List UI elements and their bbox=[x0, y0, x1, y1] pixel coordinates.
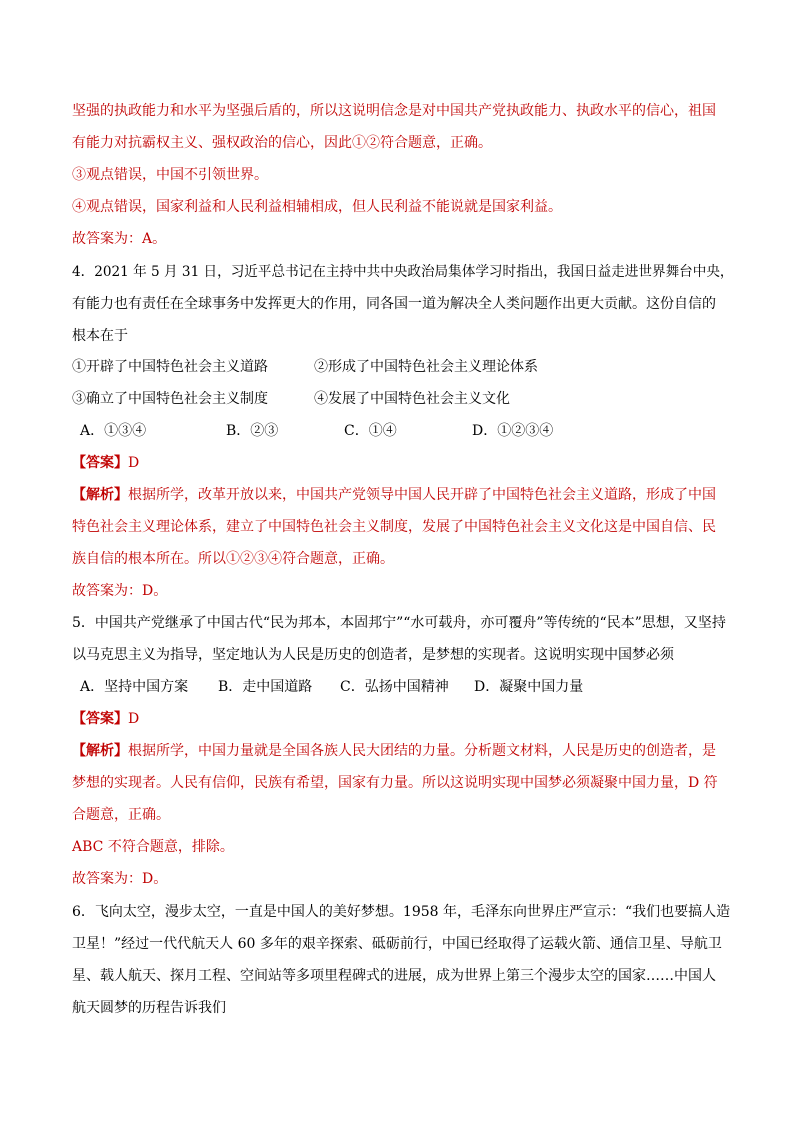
q5-analysis-label: 【解析】 bbox=[72, 743, 128, 759]
q4-option-c: C．①④ bbox=[344, 423, 397, 439]
q6-stem-line-2: 卫星！”经过一代代航天人 60 多年的艰辛探索、砥砺前行，中国已经取得了运载火箭、通信卫星、导航卫 bbox=[72, 936, 722, 952]
q5-option-c: C．弘扬中国精神 bbox=[340, 679, 449, 695]
prev-explanation-line-3: ③观点错误，中国不引领世界。 bbox=[72, 167, 268, 183]
q4-conclusion: 故答案为：D。 bbox=[72, 583, 168, 599]
q4-analysis-label: 【解析】 bbox=[72, 487, 128, 503]
q4-analysis-line-2: 特色社会主义理论体系，建立了中国特色社会主义制度，发展了中国特色社会主义文化这是中国自信、民 bbox=[72, 519, 716, 535]
q4-option-b: B．②③ bbox=[226, 423, 279, 439]
q4-analysis-text-1: 根据所学，改革开放以来，中国共产党领导中国人民开辟了中国特色社会主义道路，形成了中国 bbox=[128, 487, 716, 503]
q6-stem-line-4: 航天圆梦的历程告诉我们 bbox=[72, 1000, 226, 1016]
q5-analysis-line-4: ABC 不符合题意，排除。 bbox=[72, 839, 234, 855]
q5-option-a: A．坚持中国方案 bbox=[80, 679, 189, 695]
prev-explanation-line-1: 坚强的执政能力和水平为坚强后盾的，所以这说明信念是对中国共产党执政能力、执政水平的信心，祖国 bbox=[72, 103, 716, 119]
q5-option-d: D．凝聚中国力量 bbox=[474, 679, 584, 695]
q5-analysis-line-2: 梦想的实现者。人民有信仰，民族有希望，国家有力量。所以这说明实现中国梦必须凝聚中国力量，D 符 bbox=[72, 775, 718, 791]
q6-stem-line-1: 6．飞向太空，漫步太空，一直是中国人的美好梦想。1958 年，毛泽东向世界庄严宣示：“我们也要搞人造 bbox=[72, 904, 731, 920]
q4-analysis-line-1 bbox=[72, 485, 716, 505]
q5-conclusion: 故答案为：D。 bbox=[72, 871, 168, 887]
q5-analysis-text-1: 根据所学，中国力量就是全国各族人民大团结的力量。分析题文材料，人民是历史的创造者，是 bbox=[128, 743, 716, 759]
q4-analysis-line-3: 族自信的根本所在。所以①②③④符合题意，正确。 bbox=[72, 551, 394, 567]
q4-item-2: ②形成了中国特色社会主义理论体系 bbox=[314, 359, 538, 375]
q4-stem-line-2: 有能力也有责任在全球事务中发挥更大的作用，同各国一道为解决全人类问题作出更大贡献。这份自信的 bbox=[72, 296, 716, 312]
q4-option-d: D．①②③④ bbox=[472, 423, 554, 439]
prev-explanation-line-2: 有能力对抗霸权主义、强权政治的信心，因此①②符合题意，正确。 bbox=[72, 135, 492, 151]
q4-item-4: ④发展了中国特色社会主义文化 bbox=[314, 391, 510, 407]
q5-stem-line-1: 5．中国共产党继承了中国古代“民为邦本，本固邦宁”“水可载舟，亦可覆舟”等传统的“民本”思想，又坚持 bbox=[72, 615, 726, 631]
q4-answer-label: 【答案】 bbox=[72, 455, 128, 471]
q4-option-a: A．①③④ bbox=[80, 423, 147, 439]
q4-stem-line-3: 根本在于 bbox=[72, 328, 128, 344]
q4-item-3: ③确立了中国特色社会主义制度 bbox=[72, 391, 268, 407]
q4-stem-line-1: 4．2021 年 5 月 31 日，习近平总书记在主持中共中央政治局集体学习时指出，我国日益走进世界舞台中央， bbox=[72, 264, 734, 280]
q4-answer bbox=[72, 453, 139, 473]
q4-item-1: ①开辟了中国特色社会主义道路 bbox=[72, 359, 268, 375]
prev-conclusion: 故答案为：A。 bbox=[72, 231, 167, 247]
q5-stem-line-2: 以马克思主义为指导，坚定地认为人民是历史的创造者，是梦想的实现者。这说明实现中国梦必须 bbox=[72, 647, 674, 663]
q6-stem-line-3: 星、载人航天、探月工程、空间站等多项里程碑式的进展，成为世界上第三个漫步太空的国家……中国人 bbox=[72, 968, 716, 984]
q5-option-b: B．走中国道路 bbox=[218, 679, 313, 695]
q5-answer bbox=[72, 709, 139, 729]
q5-answer-label: 【答案】 bbox=[72, 711, 128, 727]
q5-analysis-line-1 bbox=[72, 741, 716, 761]
prev-explanation-line-4: ④观点错误，国家利益和人民利益相辅相成，但人民利益不能说就是国家利益。 bbox=[72, 199, 562, 215]
q5-analysis-line-3: 合题意，正确。 bbox=[72, 807, 170, 823]
q5-answer-value: D bbox=[128, 711, 140, 727]
q4-answer-value: D bbox=[128, 455, 140, 471]
